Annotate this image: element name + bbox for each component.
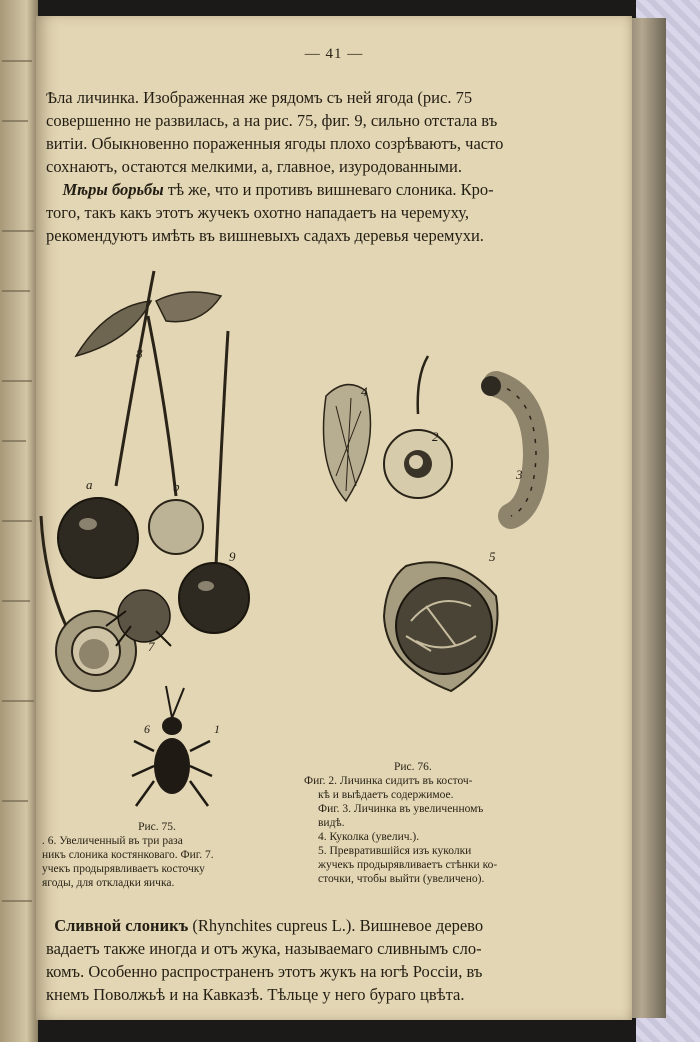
caption-line: Фиг. 2. Личинка сидитъ въ косточ-: [304, 775, 473, 787]
figure-75-illustration: [36, 246, 266, 826]
text-line: [46, 914, 606, 937]
figure-label: a: [86, 477, 93, 492]
caption-line: 5. Превратившійся изъ куколки: [318, 845, 472, 857]
measures-text: тѣ же, что и противъ вишневаго слоника. Кро-: [163, 180, 494, 199]
figure-label: 4: [361, 384, 368, 399]
caption-line: жучекъ продырявливаетъ стѣнки ко-: [318, 859, 498, 871]
text-line: Ѣла личинка. Изображенная же рядомъ съ ней ягода (рис. 75: [46, 88, 473, 107]
top-paragraph: [46, 86, 606, 247]
figure-75-caption: [42, 820, 272, 890]
caption-line: никъ слоника костянковаго. Фиг. 7.: [42, 849, 214, 861]
caption-line: . 6. Увеличенный въ три раза: [42, 835, 183, 847]
text-line: сохнаютъ, остаются мелкими, а, главное, изуродованными.: [46, 157, 462, 176]
figure-label: 2: [432, 429, 439, 444]
book-page: [36, 16, 632, 1020]
text-line: рекомендуютъ имѣть въ вишневыхъ садахъ деревья черемухи.: [46, 226, 484, 245]
bottom-paragraph: [46, 914, 606, 1006]
caption-line: Фиг. 3. Личинка въ увеличенномъ: [318, 803, 484, 815]
figure-label: 6: [144, 722, 150, 736]
page-number: — 41 —: [304, 46, 364, 62]
section-text: (Rhynchites cupreus L.). Вишневое дерево: [188, 916, 484, 935]
text-line: кнемъ Поволжьѣ и на Кавказѣ. Тѣльце у него бураго цвѣта.: [46, 985, 465, 1004]
figure-label: 5: [489, 549, 496, 564]
text-line: вадаетъ также иногда и отъ жука, называемаго сливнымъ сло-: [46, 939, 482, 958]
figure-label: 3: [516, 467, 523, 482]
section-heading: Сливной слоникъ: [54, 916, 189, 935]
figure-label: b: [173, 479, 180, 494]
book-cover-edge: [626, 18, 666, 1018]
caption-line: ягоды, для откладки яичка.: [42, 877, 175, 889]
figure-label: 8: [136, 346, 143, 361]
text-line: совершенно не развилась, а на рис. 75, фиг. 9, сильно отстала въ: [46, 111, 498, 130]
figure-76-caption: [304, 760, 604, 886]
figure-76-illustration: [306, 336, 556, 711]
figure-label: 7: [148, 639, 155, 654]
measures-heading: Мѣры борьбы: [62, 180, 164, 199]
caption-title: Рис. 75.: [138, 821, 176, 833]
caption-line: 4. Куколка (увелич.).: [318, 831, 420, 843]
figure-label: 1: [214, 722, 220, 736]
text-line: [46, 178, 606, 201]
caption-title: Рис. 76.: [394, 761, 432, 773]
text-line: комъ. Особенно распространенъ этотъ жукъ на югѣ Россіи, въ: [46, 962, 483, 981]
caption-line: кѣ и выѣдаетъ содержимое.: [318, 789, 454, 801]
figure-label: 9: [229, 549, 236, 564]
text-line: витіи. Обыкновенно пораженныя ягоды плохо созрѣваютъ, часто: [46, 134, 504, 153]
caption-line: сточки, чтобы выйти (увеличено).: [318, 873, 485, 885]
caption-line: видѣ.: [318, 817, 345, 829]
facing-page-edge: [0, 0, 38, 1042]
caption-line: учекъ продырявливаетъ косточку: [42, 863, 205, 875]
text-line: тогo, такъ какъ этотъ жучекъ охотно нападаетъ на черемуху,: [46, 203, 470, 222]
